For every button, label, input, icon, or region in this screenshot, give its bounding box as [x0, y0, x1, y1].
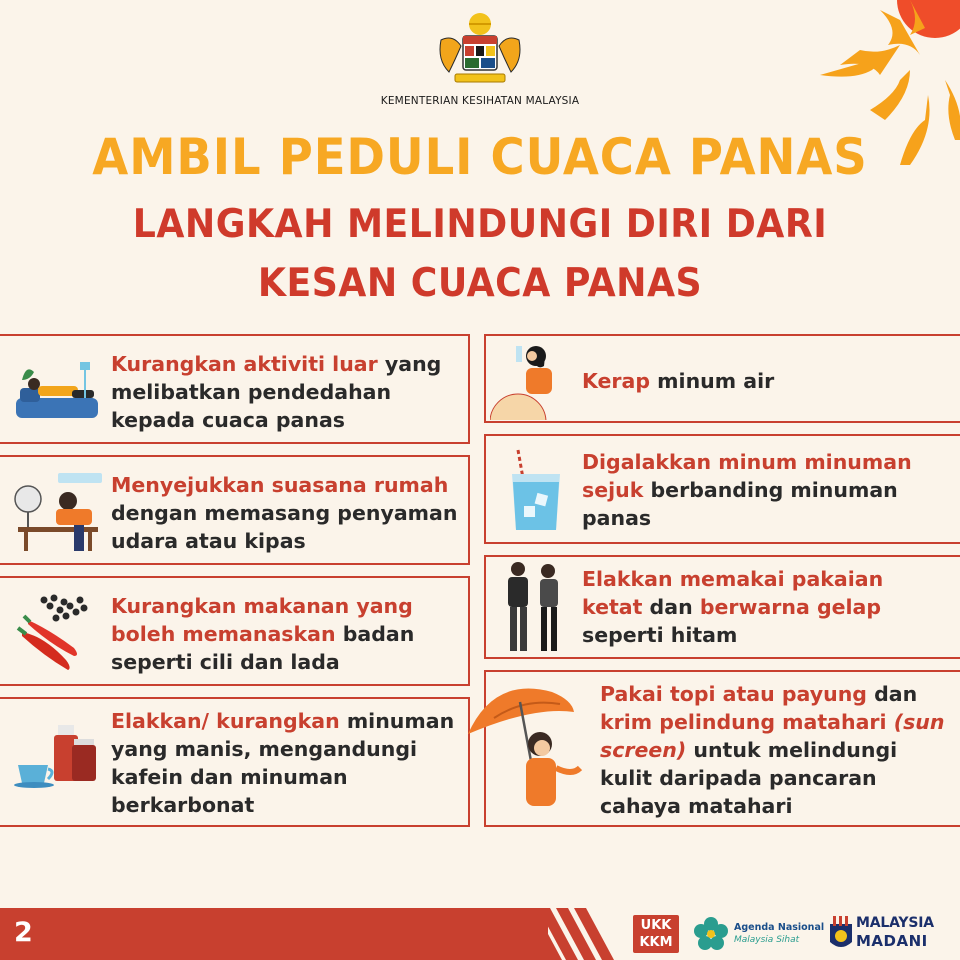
ukk-kkm-logo: [633, 915, 679, 953]
tip-emphasis: Menyejukkan suasana rumah: [111, 473, 449, 497]
tip-emphasis: Elakkan/ kurangkan: [111, 709, 340, 733]
tip-body: berbanding minuman panas: [582, 478, 898, 530]
madani-logo-line2: MADANI: [856, 932, 928, 950]
tip-text: [600, 680, 950, 820]
flower-icon: [692, 916, 730, 952]
subtitle-line-1: LANGKAH MELINDUNGI DIRI DARI: [132, 202, 828, 247]
tip-body: minuman yang manis, mengandungi kafein dan minuman berkarbonat: [111, 709, 455, 817]
tip-card-cool-home: [0, 455, 470, 565]
tip-text: [111, 592, 461, 676]
tip-body: seperti hitam: [582, 623, 738, 647]
tip-body: minum air: [650, 369, 775, 393]
tip-body: untuk melindungi kulit daripada pancaran cahaya matahari: [600, 738, 898, 818]
tip-text: [111, 350, 461, 434]
footer-stripes: [510, 908, 620, 960]
footer-bar: [0, 908, 548, 960]
agenda-logo-line2: Malaysia Sihat: [734, 935, 800, 945]
tip-emphasis: (sun screen): [600, 710, 945, 762]
subtitle-line-2: KESAN CUACA PANAS: [257, 261, 703, 306]
tip-card-hot-food: [0, 576, 470, 686]
couple-dark-clothing-icon: [496, 561, 572, 657]
tip-emphasis: Digalakkan minum minuman sejuk: [582, 450, 912, 502]
tip-card-clothing: [484, 555, 960, 659]
tip-emphasis: Kerap: [582, 369, 651, 393]
person-with-umbrella-icon: [464, 678, 594, 824]
tip-emphasis: Kurangkan makanan yang boleh memanaskan: [111, 594, 413, 646]
madani-emblem-icon: [828, 916, 854, 952]
tip-body: dengan memasang penyaman udara atau kipas: [111, 501, 458, 553]
cold-drink-glass-icon: [506, 448, 566, 534]
tip-body: dan: [642, 595, 700, 619]
tip-text: [111, 471, 461, 555]
woman-drinking-water-icon: [490, 340, 570, 420]
ministry-name: KEMENTERIAN KESIHATAN MALAYSIA: [380, 95, 580, 107]
relaxing-indoors-icon: [12, 360, 102, 424]
tip-emphasis: Pakai topi atau payung: [600, 682, 867, 706]
fan-and-aircon-icon: [12, 471, 110, 553]
tip-text: [111, 707, 461, 819]
tip-card-sun-protection: [484, 670, 960, 827]
main-title: AMBIL PEDULI CUACA PANAS: [92, 128, 868, 186]
tip-text: [582, 367, 942, 395]
tip-body: badan seperti cili dan lada: [111, 622, 415, 674]
tip-body: dan: [866, 682, 918, 706]
tip-emphasis: Kurangkan aktiviti luar: [111, 352, 378, 376]
malaysia-madani-logo: [826, 912, 946, 956]
coffee-and-soda-icon: [14, 721, 100, 807]
agenda-nasional-malaysia-sihat-logo: [692, 914, 825, 954]
tip-body: yang melibatkan pendedahan kepada cuaca panas: [111, 352, 442, 432]
ukk-logo-line2: KKM: [639, 935, 673, 950]
tip-text: [582, 448, 942, 532]
chili-pepper-icon: [14, 590, 100, 674]
tip-card-drink-water: [484, 334, 960, 423]
tip-text: [582, 565, 942, 649]
page-number: 2: [14, 917, 33, 948]
tip-card-outdoor-activity: [0, 334, 470, 444]
tip-card-drinks: [0, 697, 470, 827]
ukk-logo-line1: UKK: [640, 918, 672, 933]
tip-card-cold-drinks: [484, 434, 960, 544]
tip-emphasis: krim pelindung matahari: [600, 710, 887, 734]
tip-body: [887, 710, 894, 734]
malaysia-coat-of-arms-logo: [433, 10, 527, 94]
madani-logo-line1: MALAYSIA: [856, 915, 934, 931]
agenda-logo-line1: Agenda Nasional: [734, 922, 825, 933]
tip-emphasis: berwarna gelap: [699, 595, 882, 619]
tip-emphasis: Elakkan memakai pakaian ketat: [582, 567, 884, 619]
